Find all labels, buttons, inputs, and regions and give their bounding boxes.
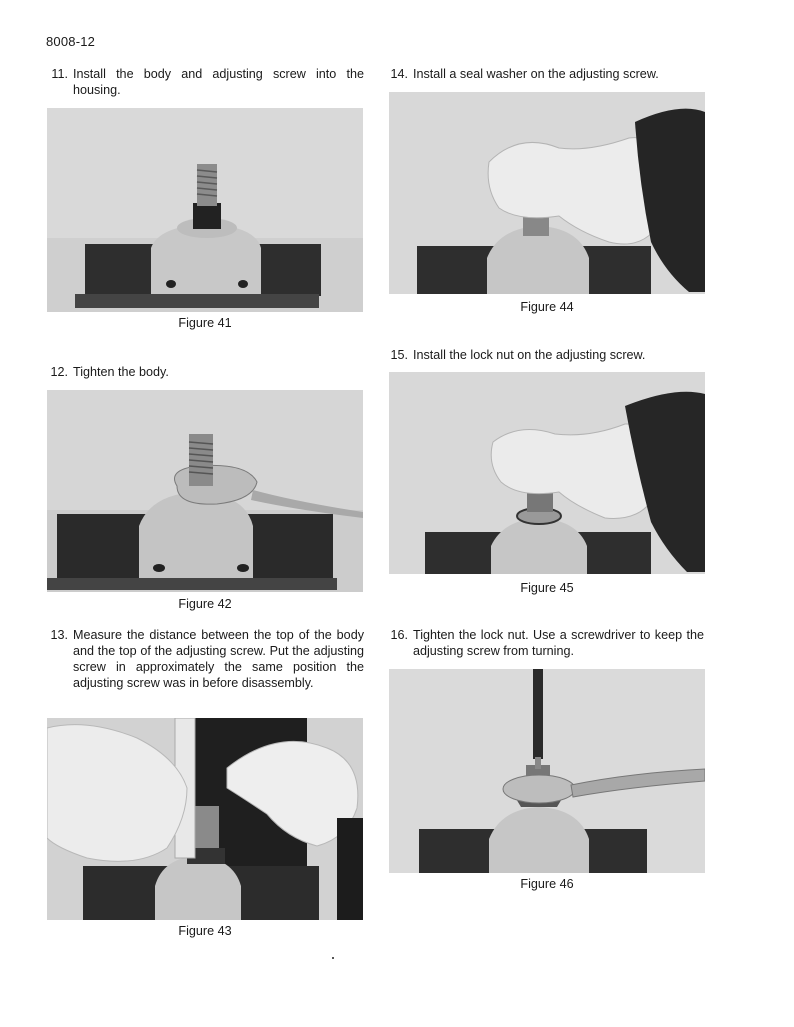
figure-42-photo bbox=[47, 390, 363, 592]
step-text: Install the lock nut on the adjusting screw. bbox=[413, 348, 646, 362]
step-text: Measure the distance between the top of the body and the top of the adjusting screw. Put the adjusting screw in approximately the same position the adjusting screw was in before disassembly. bbox=[73, 628, 364, 690]
figure-42-caption: Figure 42 bbox=[178, 597, 232, 611]
step-number: 12. bbox=[50, 365, 68, 379]
step-number: 14. bbox=[390, 67, 408, 81]
step-number: 11. bbox=[51, 67, 68, 81]
figure-43-photo bbox=[47, 718, 363, 920]
step-text: Tighten the body. bbox=[73, 365, 169, 379]
step-number: 16. bbox=[390, 628, 408, 642]
figure-41-caption: Figure 41 bbox=[178, 316, 232, 330]
page-number: 8008-12 bbox=[46, 34, 96, 49]
step-number: 13. bbox=[50, 628, 68, 642]
step-number: 15. bbox=[390, 348, 408, 362]
step-text: Install a seal washer on the adjusting screw. bbox=[413, 67, 659, 81]
figure-41-photo bbox=[47, 108, 363, 312]
step-13 bbox=[46, 627, 364, 691]
step-15 bbox=[386, 347, 704, 363]
figure-43-caption: Figure 43 bbox=[178, 924, 232, 938]
step-16 bbox=[386, 627, 704, 659]
figure-44-photo bbox=[389, 92, 705, 294]
scan-speck bbox=[332, 957, 334, 959]
step-11 bbox=[46, 66, 364, 98]
step-14 bbox=[386, 66, 704, 82]
figure-45-photo bbox=[389, 372, 705, 574]
figure-46-photo bbox=[389, 669, 705, 873]
figure-45-caption: Figure 45 bbox=[520, 581, 574, 595]
step-text: Tighten the lock nut. Use a screwdriver to keep the adjusting screw from turning. bbox=[413, 628, 704, 658]
figure-46-caption: Figure 46 bbox=[520, 877, 574, 891]
figure-44-caption: Figure 44 bbox=[520, 300, 574, 314]
step-text: Install the body and adjusting screw into the housing. bbox=[73, 67, 364, 97]
step-12 bbox=[46, 364, 364, 380]
